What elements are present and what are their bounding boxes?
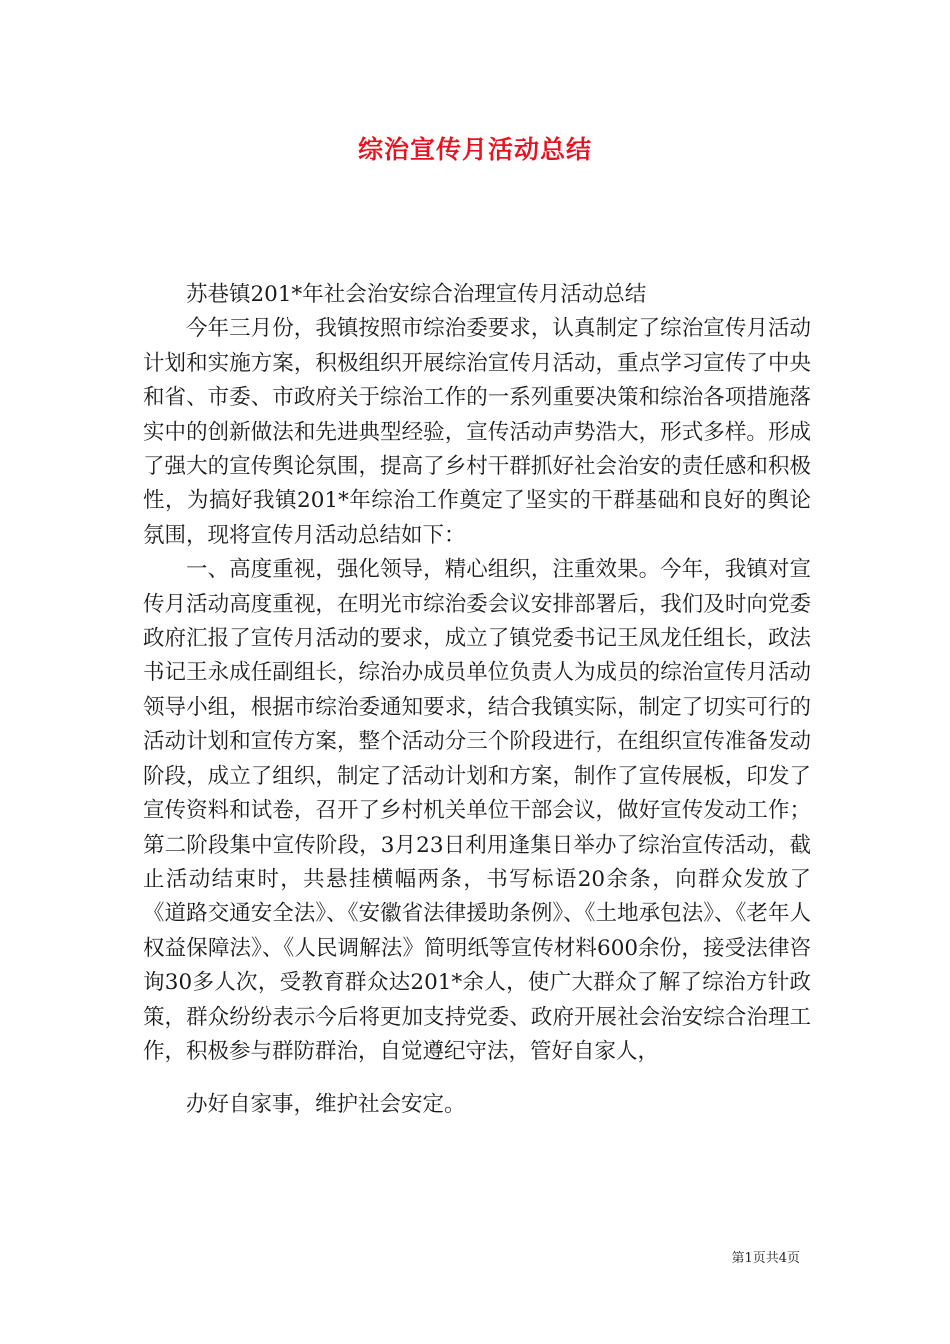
section-one-paragraph: 一、高度重视，强化领导，精心组织，注重效果。今年，我镇对宣传月活动高度重视，在明光市综治委会议安排部署后，我们及时向党委政府汇报了宣传月活动的要求，成立了镇党委书记王凤龙任组长，政法书记王永成任副组长，综治办成员单位负责人为成员的综治宣传月活动领导小组，根据市综治委通知要求，结合我镇实际，制定了切实可行的活动计划和宣传方案，整个活动分三个阶段进行，在组织宣传准备发动阶段，成立了组织，制定了活动计划和方案，制作了宣传展板，印发了宣传资料和试卷，召开了乡村机关单位干部会议，做好宣传发动工作；第二阶段集中宣传阶段，3月23日利用逢集日举办了综治宣传活动，截止活动结束时，共悬挂横幅两条，书写标语20余条，向群众发放了《道路交通安全法》、《安徽省法律援助条例》、《土地承包法》、《老年人权益保障法》、《人民调解法》简明纸等宣传材料600余份，接受法律咨询30多人次，受教育群众达201*余人，使广大群众了解了综治方针政策，群众纷纷表示今后将更加支持党委、政府开展社会治安综合治理工作，积极参与群防群治，自觉遵纪守法，管好自家人， <box>143 557 811 1064</box>
intro-paragraph: 今年三月份，我镇按照市综治委要求，认真制定了综治宣传月活动计划和实施方案，积极组织开展综治宣传月活动，重点学习宣传了中央和省、市委、市政府关于综治工作的一系列重要决策和综治各项措施落实中的创新做法和先进典型经验，宣传活动声势浩大，形式多样。形成了强大的宣传舆论氛围，提高了乡村干群抓好社会治安的责任感和积极性，为搞好我镇201*年综治工作奠定了坚实的干群基础和良好的舆论氛围，现将宣传月活动总结如下： <box>143 316 811 548</box>
page-number: 第1页共4页 <box>731 1251 800 1266</box>
document-body <box>143 278 811 1123</box>
subtitle-paragraph: 苏巷镇201*年社会治安综合治理宣传月活动总结 <box>186 282 647 307</box>
document-title: 综治宣传月活动总结 <box>357 135 592 164</box>
closing-paragraph: 办好自家事，维护社会安定。 <box>186 1092 466 1118</box>
